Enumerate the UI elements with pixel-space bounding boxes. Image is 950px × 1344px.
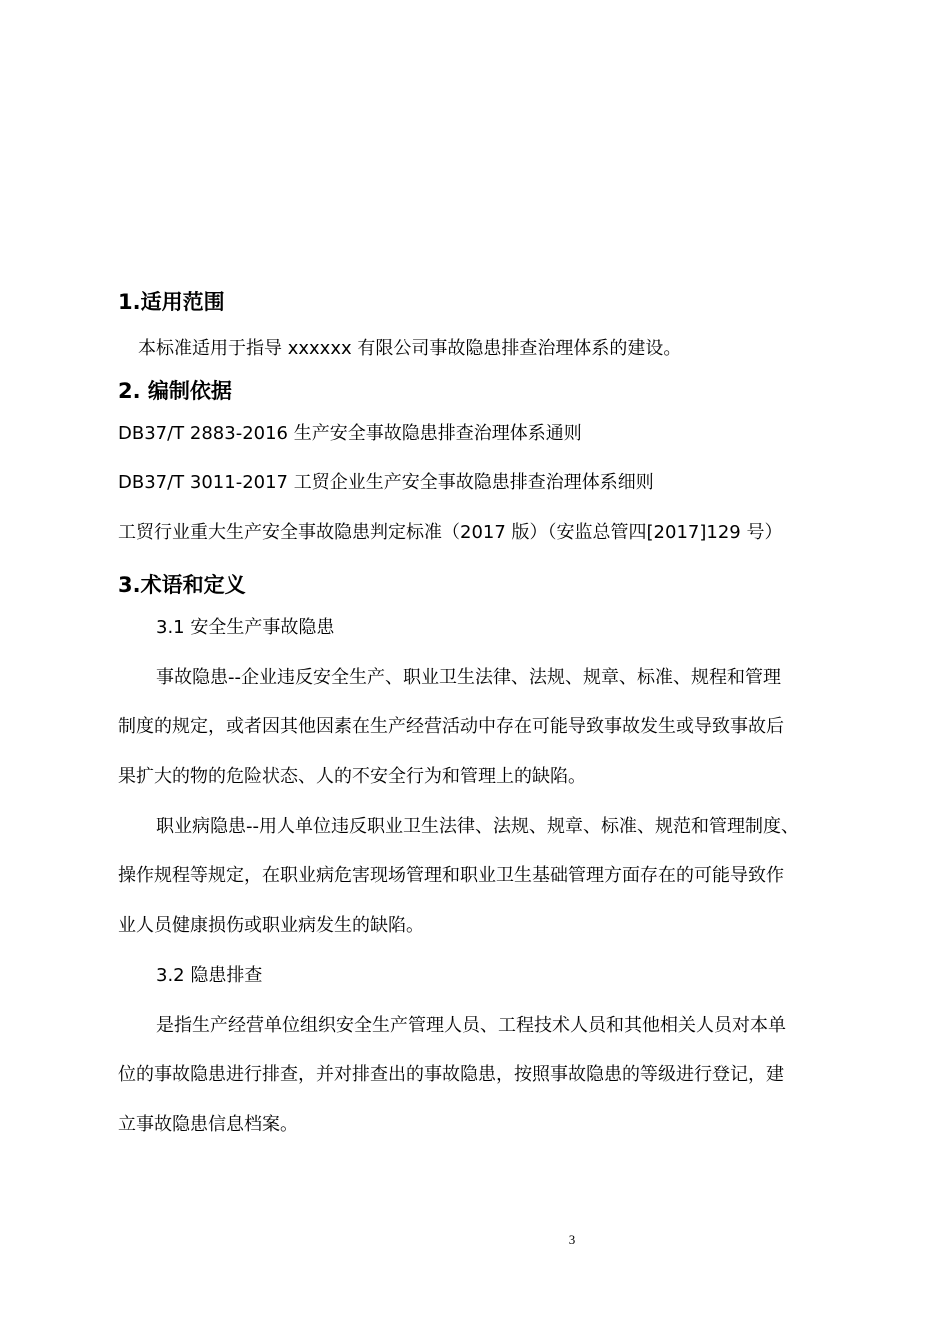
paragraph-line: 制度的规定，或者因其他因素在生产经营活动中存在可能导致事故发生或导致事故后 bbox=[118, 716, 784, 737]
paragraph-line: 位的事故隐患进行排查，并对排查出的事故隐患，按照事故隐患的等级进行登记，建 bbox=[118, 1064, 784, 1085]
paragraph-line: 果扩大的物的危险状态、人的不安全行为和管理上的缺陷。 bbox=[118, 766, 586, 787]
section-1-heading: 1.适用范围 bbox=[118, 290, 225, 314]
section-1-paragraph: 本标准适用于指导 xxxxxx 有限公司事故隐患排查治理体系的建设。 bbox=[138, 338, 682, 359]
section-2-heading: 2. 编制依据 bbox=[118, 379, 232, 403]
section-3-heading: 3.术语和定义 bbox=[118, 573, 246, 597]
page-number: 3 bbox=[568, 1232, 576, 1247]
paragraph-line: 操作规程等规定，在职业病危害现场管理和职业卫生基础管理方面存在的可能导致作 bbox=[118, 865, 784, 886]
reference-item: 工贸行业重大生产安全事故隐患判定标准（2017 版）（安监总管四[2017]129 号） bbox=[118, 522, 783, 543]
paragraph-line: 职业病隐患--用人单位违反职业卫生法律、法规、规章、标准、规范和管理制度、 bbox=[156, 816, 799, 837]
subsection-3-2-title: 3.2 隐患排查 bbox=[156, 965, 263, 986]
paragraph-line: 业人员健康损伤或职业病发生的缺陷。 bbox=[118, 915, 424, 936]
reference-item: DB37/T 2883-2016 生产安全事故隐患排查治理体系通则 bbox=[118, 423, 582, 444]
paragraph-line: 立事故隐患信息档案。 bbox=[118, 1114, 298, 1135]
paragraph-line: 事故隐患--企业违反安全生产、职业卫生法律、法规、规章、标准、规程和管理 bbox=[156, 667, 781, 688]
subsection-3-1-title: 3.1 安全生产事故隐患 bbox=[156, 617, 335, 638]
paragraph-line: 是指生产经营单位组织安全生产管理人员、工程技术人员和其他相关人员对本单 bbox=[156, 1015, 786, 1036]
reference-item: DB37/T 3011-2017 工贸企业生产安全事故隐患排查治理体系细则 bbox=[118, 472, 654, 493]
